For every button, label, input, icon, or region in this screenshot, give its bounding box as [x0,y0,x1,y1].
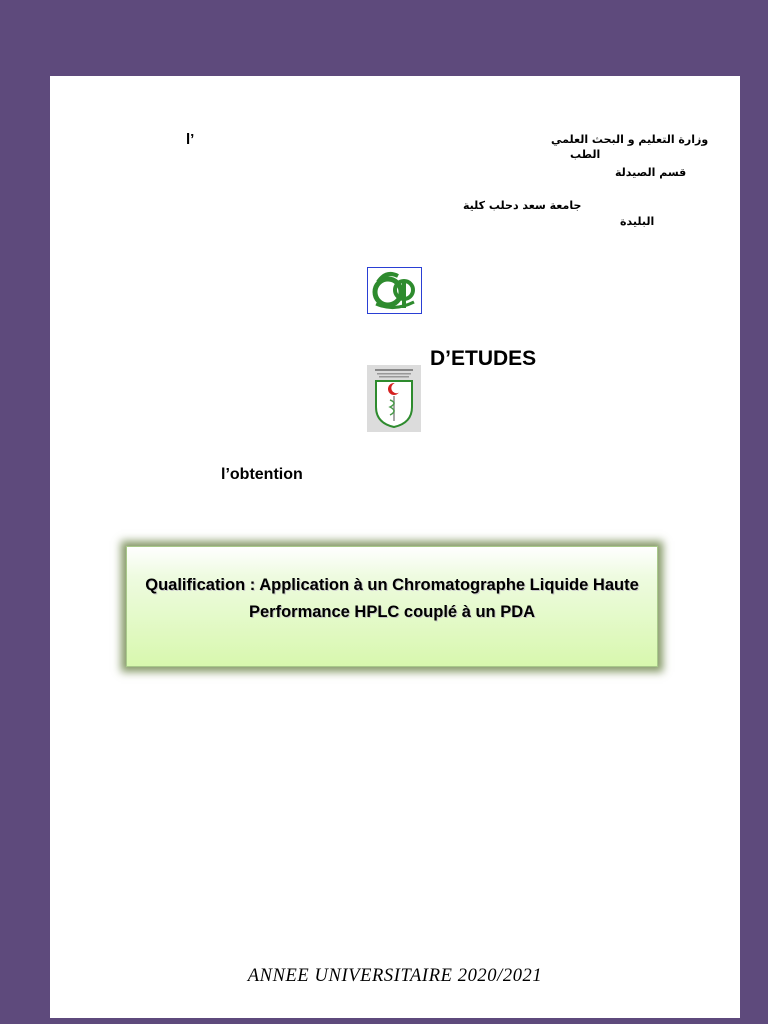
faculty-line: الطب [570,148,601,161]
department-line: قسم الصيدلة [615,166,687,179]
faculty-logo-icon [367,365,421,432]
document-page [50,76,740,1018]
thesis-title-line-2: Performance HPLC couplé à un PDA [248,603,536,621]
academic-year: ANNEE UNIVERSITAIRE 2020/2021 [247,966,543,986]
ministry-line: وزارة التعليم و البحث العلمي [551,133,709,146]
header-fragment: l’ [186,131,195,148]
city-line: البليدة [620,215,655,228]
university-logo-icon [367,267,422,314]
thesis-title-line-1: Qualification : Application à un Chromatographe Liquide Haute [145,576,639,594]
subtitle: l’obtention [221,466,303,483]
university-line: جامعة سعد دحلب كلية [463,199,582,212]
document-heading: D’ETUDES [430,347,537,370]
thesis-title-box [126,546,658,667]
